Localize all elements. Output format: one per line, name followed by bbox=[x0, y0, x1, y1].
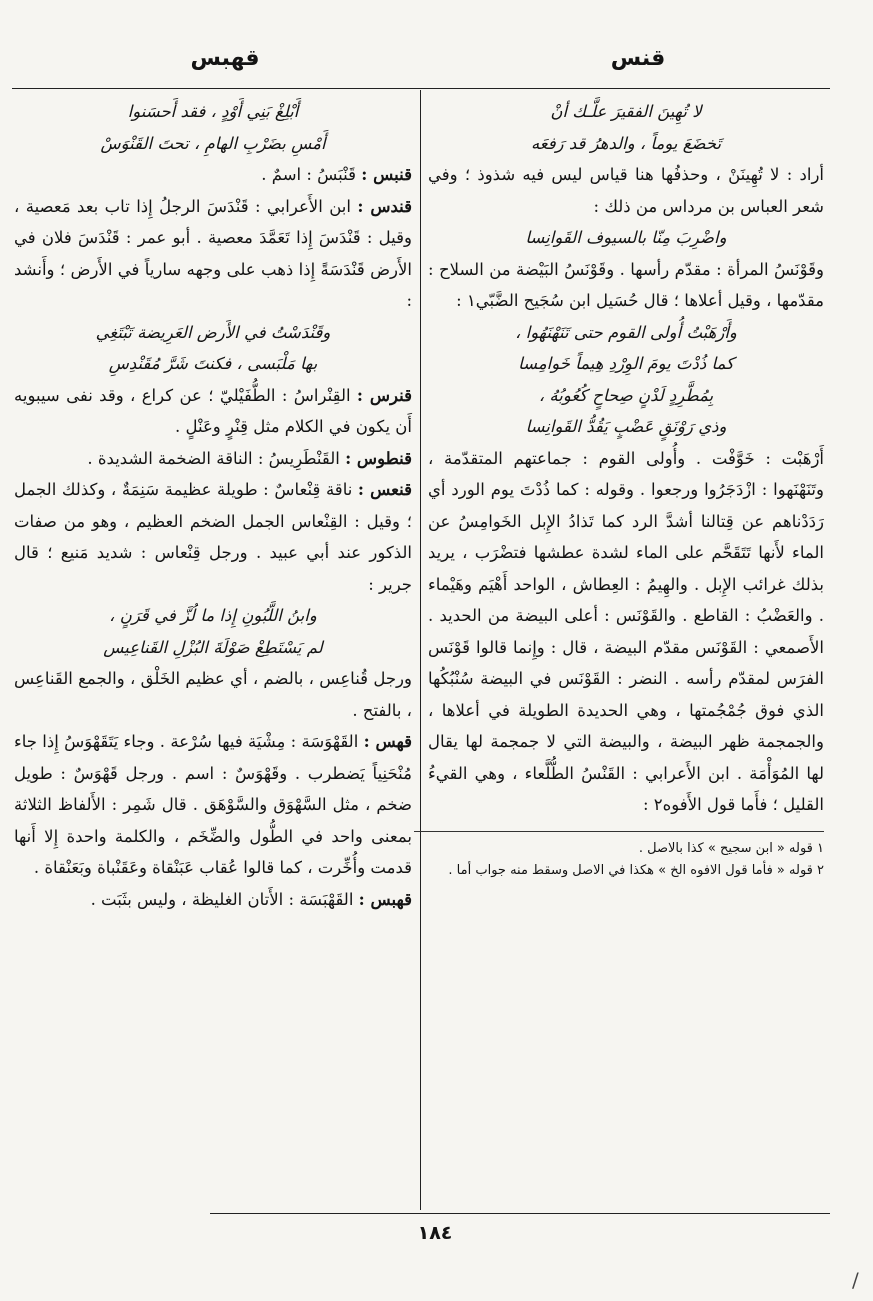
footnote: ٢ قوله « فأما قول الافوه الخ » هكذا في الاصل وسقط منه جواب أما . bbox=[448, 862, 824, 878]
bottom-rule bbox=[210, 1213, 830, 1214]
verse-line: لا تُهِينَ الفقيرَ علَّـك أنْ bbox=[550, 102, 702, 121]
entry-text: القَنْطَرِيسُ : الناقة الضخمة الشديدة . bbox=[87, 448, 340, 468]
verse-line: بها مَلْبَسى ، فكنتَ شَرَّ مُقَنْدِسِ bbox=[108, 354, 318, 373]
verse-line: وقَنْدَسْتُ في الأَرض العَرِيضة تَبْتَغِي bbox=[95, 322, 331, 342]
top-rule bbox=[12, 88, 830, 89]
entry-headword: قندس : bbox=[357, 196, 412, 216]
entry-text: القَهْبَسَة : الأَتان الغليظة ، وليس بثَبَت . bbox=[90, 889, 354, 909]
verse-line: كما ذُدْتَ يومَ الوِرْدِ هِيماً خَوامِسا bbox=[518, 354, 734, 373]
footnote-rule bbox=[414, 831, 824, 832]
dictionary-entry bbox=[14, 380, 412, 443]
entry-headword: قهس : bbox=[363, 732, 412, 751]
column-separator bbox=[420, 90, 421, 1210]
dictionary-entry bbox=[428, 159, 824, 222]
entry-text: وقَوْنَسُ المرأة : مقدّم رأسها . وقَوْنَسُ البَيْضة من السلاح : مقدّمها ، وقيل أعلاها ؛ قال حُسَيل ابن سُجَيح الضَّبّي١ : bbox=[428, 259, 824, 310]
verse-line: أَمْسِ بضَرْبِ الهامِ ، تحتَ القَنْوَسْ bbox=[100, 133, 326, 153]
dictionary-entry bbox=[14, 443, 412, 475]
verse-line: لم يَسْتَطِعْ صَوْلَةَ البُزْلِ القَناعِيس bbox=[103, 637, 323, 657]
entry-text: القَهْوَسَة : مِشْيَة فيها سُرْعة . وجاء يَتَقَهْوَسُ إِذا جاء مُنْحَنِياً يَضطرب . وقَهْوَسٌ : اسم . ورجل قَهْوَسٌ : طويل ضخم ، مثل السَّهْوَق والسَّوْهَق . قال شَمِر : الأَلفاظ الثلاثة بمعنى واحد في الطُّول والضِّخَم ، والكلمة واحدة إِلا أَنها قدمت وأُخِّرت ، كما قالوا عُقاب عَبَنْقاة وعَقَنْباة وبَعَنْقاة . bbox=[14, 732, 412, 877]
running-head-right: قنس bbox=[610, 46, 666, 71]
entry-text: ورجل قُناعِس ، بالضم ، أي عظيم الخَلْق ، والجمع القَناعِس ، بالفتح . bbox=[14, 669, 412, 720]
dictionary-entry bbox=[14, 884, 412, 916]
verse-line: بِمُطَّرِدٍ لَدْنٍ صِحاحٍ كُعُوبُهُ ، bbox=[538, 385, 714, 405]
dictionary-entry bbox=[14, 726, 412, 884]
verse-line: وأَرْهَبْتُ أُولى القوم حتى تَنَهْنَهُوا ، bbox=[515, 322, 737, 342]
left-column bbox=[14, 96, 412, 915]
dictionary-entry bbox=[14, 663, 412, 726]
entry-headword: قنعس : bbox=[357, 480, 412, 499]
verse-line: وذي رَوْنَقٍ عَضْبٍ يَقُدُّ القَوانِسا bbox=[525, 417, 727, 436]
entry-headword: قنرس : bbox=[356, 385, 412, 405]
verse-line: تَخضَعَ يوماً ، والدهرُ قد رَفعَه bbox=[530, 133, 722, 153]
footnote: ١ قوله « ابن سجيح » كذا بالاصل . bbox=[638, 840, 824, 856]
running-head-left: قهبس bbox=[190, 46, 260, 71]
entry-text: قَنْبَسُ : اسمٌ . bbox=[261, 165, 357, 184]
dictionary-entry bbox=[428, 254, 824, 317]
dictionary-entry bbox=[428, 443, 824, 821]
entry-text: ابن الأَعرابي : قَنْدَسَ الرجلُ إِذا تاب بعد مَعصية ، وقيل : قَنْدَسَ إِذا تَعَمَّدَ معصية . أبو عمر : قَنْدَسَ فلان في الأَرض قَنْدَسَةً إِذا ذهب على وجهه سارياً في الأَرض ؛ وأَنشد : bbox=[14, 196, 412, 310]
margin-mark: / bbox=[852, 1268, 859, 1292]
entry-text: ناقة قِنْعاسٌ : طويلة عظيمة سَنِمَةٌ ، وكذلك الجمل ؛ وقيل : القِنْعاس الجمل الضخم العظيم ، وهو من صفات الذكور عند أبي عبيد . ورجل قِنْعاس : شديد مَنيع ؛ قال جرير : bbox=[14, 480, 412, 594]
entry-text: أَرْهَبْت : خَوَّفْت . وأُولى القوم : جماعتهم المتقدّمة ، وتَنَهْنَهوا : ازْدَجَرُوا ورجعوا . وقوله : كما ذُدْتَ يوم الورد أي رَدَدْناهم عن قِتالنا أشدَّ الرد كما تَذادُ الإِبل الخَوامِسُ عن الماء لأَنها تَتَقَحَّم على الماء لشدة عطشها فتضْرَب ، يريد بذلك غرائب الإِبل . والهِيمُ : العِطاش ، الواحد أَهْيَم وهَيْماء . والعَضْبُ : القاطع . والقَوْنَس : أعلى البيضة من الحديد . الأَصمعي : القَوْنَس مقدّم البيضة ، قال : وإِنما قالوا قَوْنَس الفرَس لمقدّم رأسه . النضر : القَوْنَس في البيضة سُنْبُكُها الذي فوق جُمْجُمتها ، وهي الحديدة الطويلة في أعلاها ، والجمجمة ظهر البيضة ، والبيضة التي لا جمجمة لها يقال لها المُوَأْمَة . ابن الأَعرابي : القَنْسُ الطُّلَّعاء ، وهي القيءُ القليل ؛ فأَما قول الأَفوه٢ : bbox=[428, 448, 824, 814]
entry-headword: قهبس : bbox=[358, 889, 412, 909]
verse-line: وابنُ اللَّبُونِ إِذا ما لُزَّ في قَرَنٍ ، bbox=[109, 606, 317, 625]
entry-text: أراد : لا تُهِينَنْ ، وحذفُها هنا قياس ليس فيه شذوذ ؛ وفي شعر العباس بن مرداس من ذلك : bbox=[428, 165, 824, 216]
entry-headword: قنبس : bbox=[361, 165, 412, 184]
entry-text: القِنْراسُ : الطُّفَيْليّ ؛ عن كراع ، وقد نفى سيبويه أَن يكون في الكلام مثل قِنْرٍ وعَنْلٍ . bbox=[14, 385, 412, 436]
dictionary-entry bbox=[14, 474, 412, 600]
verse-line: واضْرِبَ مِنّا بالسيوف القَوانِسا bbox=[525, 228, 727, 247]
verse-line: أَبْلِغْ بَنِي أَوْدٍ ، فقد أَحسَنوا bbox=[127, 102, 299, 121]
right-column bbox=[428, 96, 824, 882]
dictionary-entry bbox=[14, 191, 412, 317]
entry-headword: قنطوس : bbox=[345, 448, 412, 468]
dictionary-entry bbox=[14, 159, 412, 191]
page-number: ١٨٤ bbox=[417, 1222, 453, 1244]
